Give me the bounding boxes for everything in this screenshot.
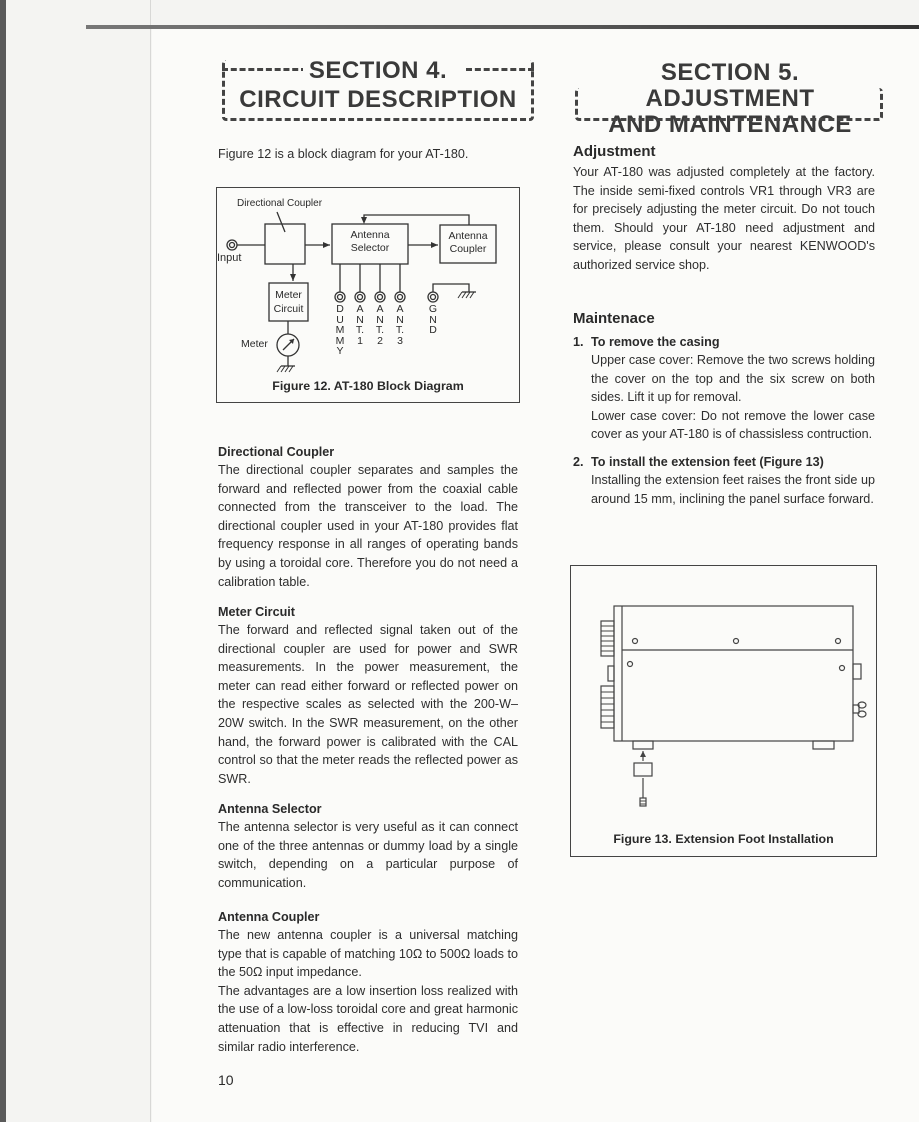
section-antenna-selector xyxy=(218,800,518,892)
page-number: 10 xyxy=(218,1072,234,1088)
connector-gnd: GND xyxy=(428,303,438,336)
extension-foot-drawing xyxy=(571,566,876,856)
block-label: Antenna xyxy=(350,229,390,241)
paragraph: Your AT-180 was adjusted completely at the factory. The inside semi-fixed controls VR1 through VR3 are for precisely adjusting the meter circuit. Do not touch them. Should your AT-180 need adjustment and service, please consult your nearest KENWOOD's authorized service shop. xyxy=(573,165,875,272)
list-title: To install the extension feet (Figure 13) xyxy=(591,454,824,469)
paragraph: Upper case cover: Remove the two screws holding the cover on the top and the six screw on both sides. Lift it up for removal. xyxy=(591,353,875,405)
dashed-border xyxy=(575,88,883,121)
block-label: Selector xyxy=(350,242,390,254)
top-rule xyxy=(86,25,919,29)
block-meter-circuit xyxy=(269,288,308,316)
section-meter-circuit xyxy=(218,603,518,788)
list-item-heading xyxy=(573,333,875,351)
paragraph: The advantages are a low insertion loss realized with the use of a low-loss toroidal core and great harmonic attenuation that is effective in reducing TVI and similar radio interference. xyxy=(218,983,518,1054)
figure-12-caption: Figure 12. AT-180 Block Diagram xyxy=(272,379,464,393)
heading: Antenna Coupler xyxy=(218,910,320,924)
heading: Meter Circuit xyxy=(218,605,295,619)
connector-ant2: ANT.2 xyxy=(375,303,385,347)
heading: Directional Coupler xyxy=(218,445,335,459)
block-diagram-svg xyxy=(217,188,519,402)
paragraph: Lower case cover: Do not remove the lower case cover as your AT-180 is of chassisless contruction. xyxy=(591,408,875,442)
label-input: Input xyxy=(217,252,242,264)
connector-dummy: DUMMY xyxy=(335,303,345,357)
connector-ant3: ANT.3 xyxy=(395,303,405,347)
list-number: 1. xyxy=(573,335,584,349)
connector-ant1: ANT.1 xyxy=(355,303,365,347)
block-antenna-selector xyxy=(332,229,408,255)
heading: Adjustment xyxy=(573,143,656,160)
section-5-title-line2: AND MAINTENANCE xyxy=(608,111,852,138)
heading: Maintenace xyxy=(573,310,655,327)
intro-text: Figure 12 is a block diagram for your AT-180. xyxy=(218,147,469,161)
section-4-title-line2: CIRCUIT DESCRIPTION xyxy=(239,86,517,113)
section-4-header xyxy=(222,57,534,121)
list-number: 2. xyxy=(573,454,584,469)
binder-edge xyxy=(0,0,6,1122)
figure-12-block-diagram xyxy=(216,187,520,403)
label-directional-coupler: Directional Coupler xyxy=(237,198,323,209)
section-directional-coupler xyxy=(218,443,518,591)
paragraph: The directional coupler separates and samples the forward and reflected power from the coaxial cable connected from the transceiver to the load. The directional coupler used in your AT-180 provides flat frequency response in all ranges of operating bands by using a toroidal core. Therefore you do not need a calibration table. xyxy=(218,463,518,589)
section-antenna-coupler xyxy=(218,908,518,1056)
section-5-title-line1: SECTION 5. ADJUSTMENT xyxy=(645,59,815,112)
block-label: Circuit xyxy=(273,303,304,315)
section-maintenance xyxy=(573,310,875,508)
label-meter: Meter xyxy=(241,338,268,350)
block-label: Antenna xyxy=(448,230,488,242)
paragraph: The new antenna coupler is a universal matching type that is capable of matching 10Ω to 500Ω loads to the 50Ω input impedance. xyxy=(218,928,518,980)
figure-13-caption: Figure 13. Extension Foot Installation xyxy=(613,832,834,846)
list-title: To remove the casing xyxy=(591,335,720,349)
block-label: Coupler xyxy=(449,243,487,255)
paragraph: The forward and reflected signal taken out of the directional coupler are used for power and SWR measurements. In the power measurement, the meter can read either forward or reflected power on the respective scales as selected with the 200-W–20W switch. In the SWR measurement, on the other hand, the forward power is calibrated with the CAL control so that the meter reads the reflected power as SWR. xyxy=(218,623,518,786)
section-adjustment xyxy=(573,143,875,275)
paragraph: Installing the extension feet raises the front side up around 15 mm, inclining the panel surface forward. xyxy=(591,472,875,506)
page-shadow xyxy=(150,0,151,1122)
figure-13-extension-foot xyxy=(570,565,877,857)
heading: Antenna Selector xyxy=(218,802,322,816)
block-antenna-coupler xyxy=(440,230,496,256)
block-label: Meter xyxy=(275,289,302,301)
list-item-heading xyxy=(573,453,875,471)
paragraph: The antenna selector is very useful as it can connect one of the three antennas or dummy load by a single switch, depending on a particular purpose of communication. xyxy=(218,820,518,890)
section-4-title-line1: SECTION 4. xyxy=(303,57,453,84)
